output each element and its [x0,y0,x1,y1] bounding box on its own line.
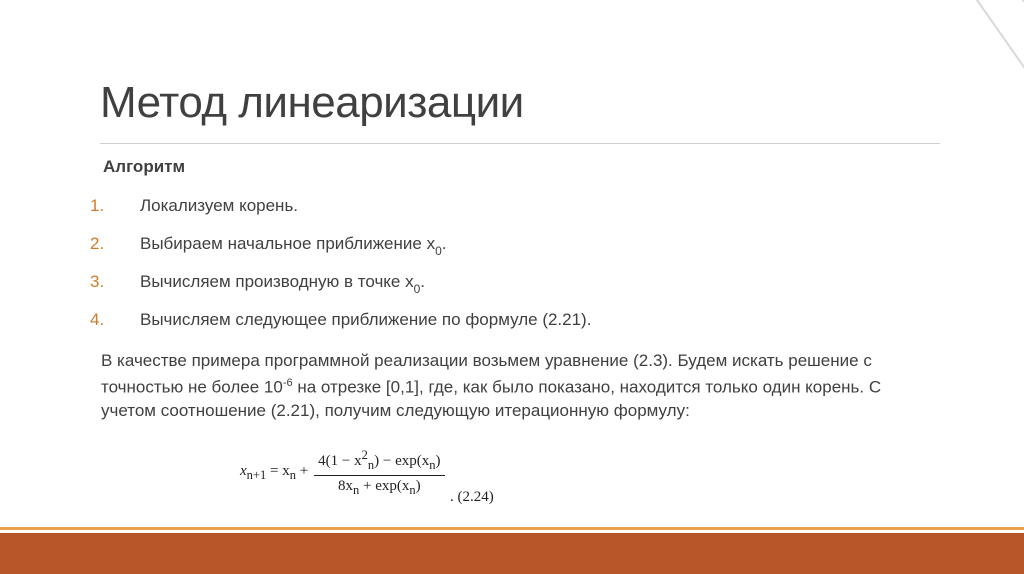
equation-reference: . (2.24) [450,489,494,505]
list-item [90,310,591,348]
formula-denominator: $8x_n + \exp(x_n)$ [338,478,421,497]
footer-accent-line [0,527,1024,530]
step-text: Вычисляем производную в точке $x_0$. [140,272,426,297]
algorithm-steps [90,196,591,348]
title-divider [100,143,940,144]
formula-fraction [314,448,444,498]
step-text: Выбираем начальное приближение $x_0$. [140,234,447,259]
formula-numerator: $4(1 - x^2_n) - \exp(x_n)$ [314,448,444,476]
footer-bar [0,533,1024,574]
step-number: 1. [90,196,105,215]
list-item [90,272,591,310]
step-number: 2. [90,234,105,253]
decor-line [962,0,1024,79]
step-text: Вычисляем следующее приближение по формуле (2.21). [140,310,592,329]
list-item [90,234,591,272]
step-number: 3. [90,272,105,291]
iteration-formula: $x_{n+1} = x_n$ + $\frac{4(1 - x^2_n) - \exp(x_n)}{8x_n + \exp(x_n)}$ [240,448,445,498]
body-paragraph: В качестве примера программной реализации возьмем уравнение (2.3). Будем искать решение с точностью не более $10^{-6}$ на отрезке [0,1], где, как было показано, находится только один корень. С учетом соотношение (2.21), получим следующую итерационную формулу: [101,351,882,420]
subheading: Алгоритм [103,157,186,176]
step-text: Локализуем корень. [140,196,299,215]
slide-title: Метод линеаризации [100,78,524,127]
step-number: 4. [90,310,105,329]
list-item [90,196,591,234]
